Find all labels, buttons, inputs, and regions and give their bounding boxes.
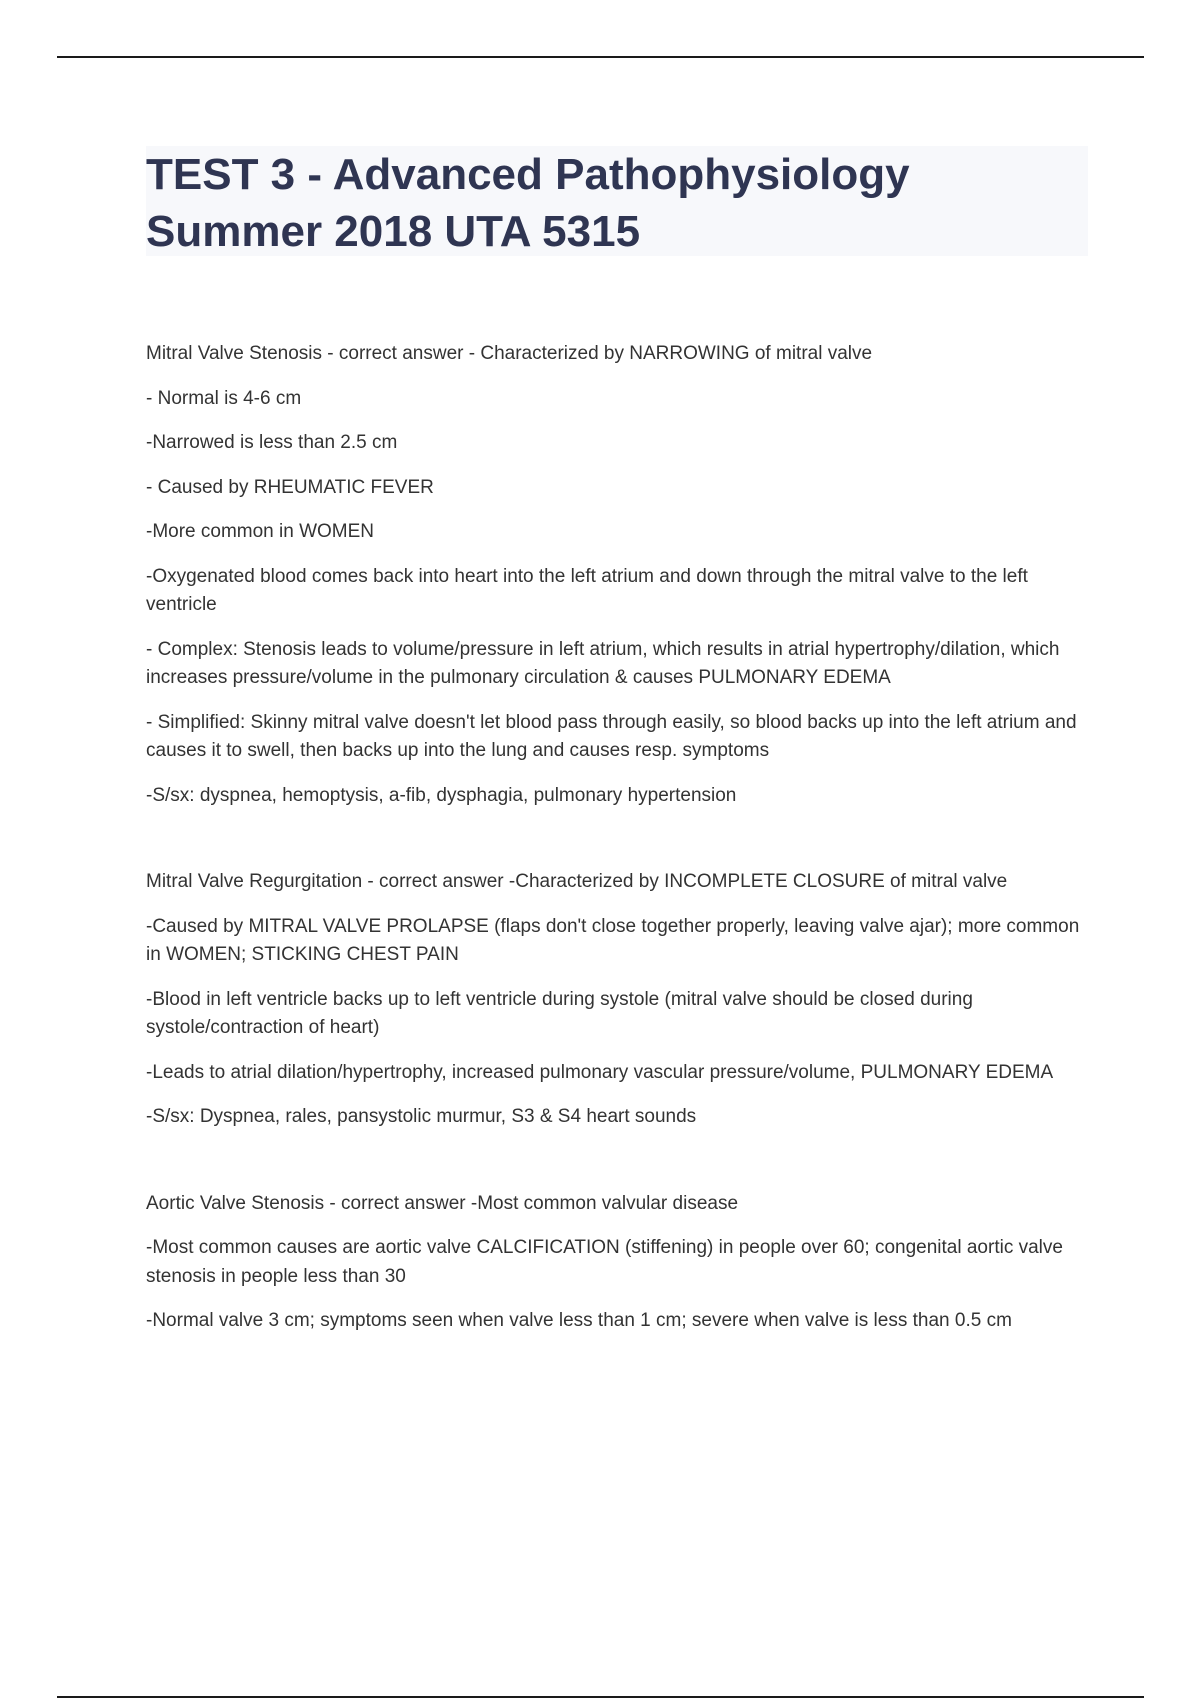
note-line: -Blood in left ventricle backs up to left ventricle during systole (mitral valve should be closed during systole/contraction of heart) <box>146 988 973 1038</box>
note-line: -Leads to atrial dilation/hypertrophy, increased pulmonary vascular pressure/volume, PULMONARY EDEMA <box>146 1061 1054 1083</box>
section-aortic-valve-stenosis <box>146 1190 1086 1336</box>
note-line: -More common in WOMEN <box>146 521 375 542</box>
section-mitral-valve-stenosis <box>146 340 1086 810</box>
note-line: -Oxygenated blood comes back into heart into the left atrium and down through the mitral valve to the left ventricle <box>146 565 1028 615</box>
note-line: -Most common causes are aortic valve CALCIFICATION (stiffening) in people over 60; congenital aortic valve stenosis in people less than 30 <box>146 1237 1063 1287</box>
note-line: -Caused by MITRAL VALVE PROLAPSE (flaps don't close together properly, leaving valve ajar); more common in WOMEN; STICKING CHEST PAIN <box>146 915 1080 965</box>
note-line: -Normal valve 3 cm; symptoms seen when valve less than 1 cm; severe when valve is less than 0.5 cm <box>146 1310 1012 1331</box>
note-line: -S/sx: Dyspnea, rales, pansystolic murmur, S3 & S4 heart sounds <box>146 1106 697 1127</box>
section-heading: Aortic Valve Stenosis - correct answer -Most common valvular disease <box>146 1192 739 1214</box>
note-line: -Narrowed is less than 2.5 cm <box>146 432 398 453</box>
section-mitral-valve-regurgitation <box>146 868 1086 1132</box>
bottom-divider <box>57 1696 1144 1698</box>
title-block <box>146 146 1088 256</box>
note-line: - Normal is 4-6 cm <box>146 387 302 409</box>
top-divider <box>57 56 1144 58</box>
note-line: - Caused by RHEUMATIC FEVER <box>146 476 434 498</box>
document-title: TEST 3 - Advanced Pathophysiology Summer 2018 UTA 5315 <box>146 150 910 256</box>
section-heading: Mitral Valve Regurgitation - correct answer -Characterized by INCOMPLETE CLOSURE of mitral valve <box>146 871 1008 892</box>
section-heading: Mitral Valve Stenosis - correct answer - Characterized by NARROWING of mitral valve <box>146 343 873 364</box>
note-line: -S/sx: dyspnea, hemoptysis, a-fib, dysphagia, pulmonary hypertension <box>146 784 737 806</box>
document-body <box>146 340 1086 1336</box>
note-line: - Simplified: Skinny mitral valve doesn't let blood pass through easily, so blood backs up into the left atrium and causes it to swell, then backs up into the lung and causes resp. symptoms <box>146 711 1077 761</box>
note-line: - Complex: Stenosis leads to volume/pressure in left atrium, which results in atrial hypertrophy/dilation, which increases pressure/volume in the pulmonary circulation & causes PULMONARY EDEMA <box>146 638 1060 688</box>
